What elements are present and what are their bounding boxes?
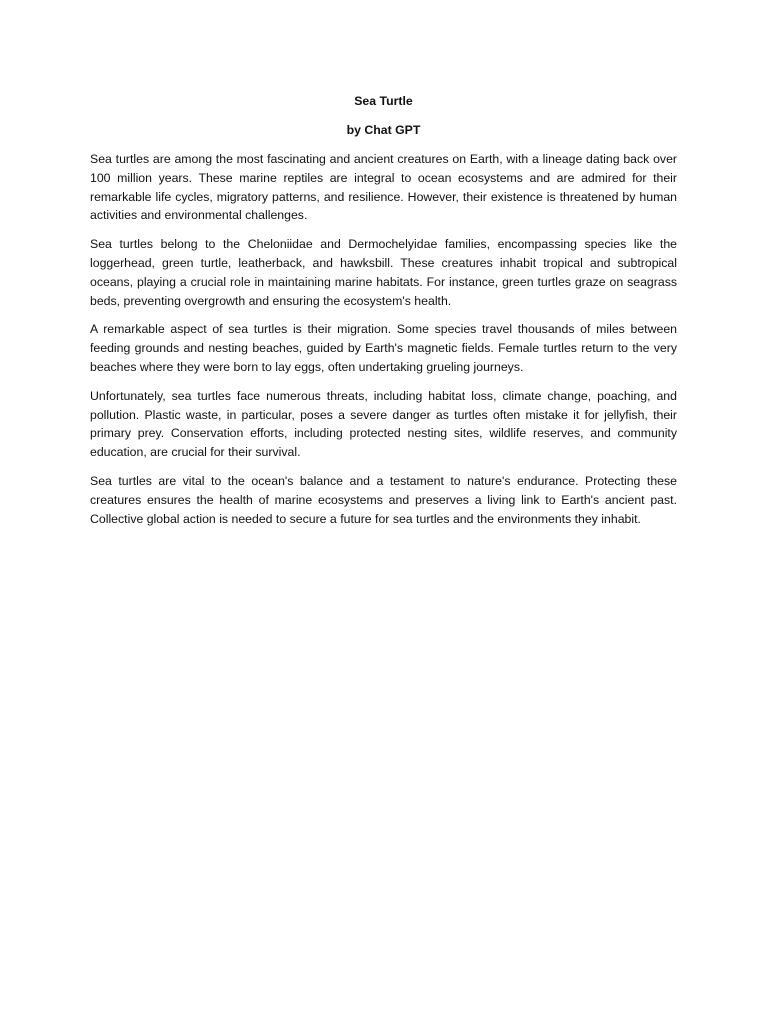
paragraph-introduction: Sea turtles are among the most fascinating and ancient creatures on Earth, with a lineage dating back over 100 million years. These marine reptiles are integral to ocean ecosystems and are admired for their remarkable life cycles, migratory patterns, and resilience. However, their existence is threatened by human activities and environmental challenges. [90, 152, 677, 223]
paragraph-migration: A remarkable aspect of sea turtles is their migration. Some species travel thousands of miles between feeding grounds and nesting beaches, guided by Earth's magnetic fields. Female turtles return to the very beaches where they were born to lay eggs, often undertaking grueling journeys. [90, 322, 677, 374]
paragraph-threats: Unfortunately, sea turtles face numerous threats, including habitat loss, climate change, poaching, and pollution. Plastic waste, in particular, poses a severe danger as turtles often mistake it for jellyfish, their primary prey. Conservation efforts, including protected nesting sites, wildlife reserves, and community education, are crucial for their survival. [90, 388, 677, 460]
paragraph-conclusion: Sea turtles are vital to the ocean's balance and a testament to nature's endurance. Protecting these creatures ensures the health of marine ecosystems and preserves a living link to Earth's ancient past. Collective global action is needed to secure a future for sea turtles and the environments they inhabit. [90, 473, 677, 526]
paragraph-species: Sea turtles belong to the Cheloniidae and Dermochelyidae families, encompassing species like the loggerhead, green turtle, leatherback, and hawksbill. These creatures inhabit tropical and subtropical oceans, playing a crucial role in maintaining marine habitats. For instance, green turtles graze on seagrass beds, preventing overgrowth and ensuring the ecosystem's health. [90, 237, 677, 308]
document-author: by Chat GPT [346, 123, 421, 137]
document-title: Sea Turtle [354, 94, 413, 108]
document-body [90, 93, 677, 528]
